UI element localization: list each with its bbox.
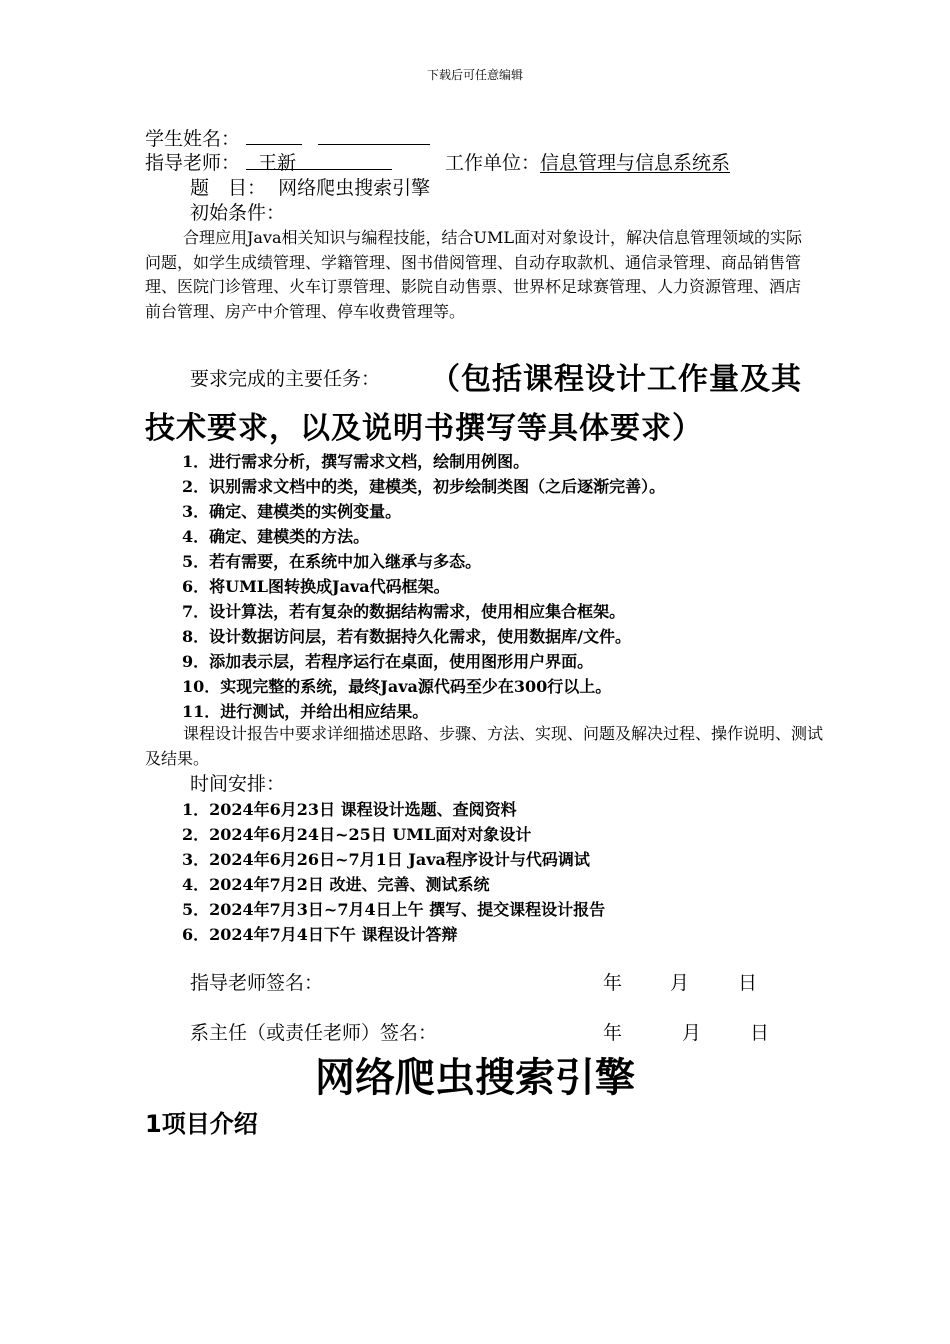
advisor-label: 指导老师： [145, 152, 241, 174]
topic-row [190, 175, 430, 201]
initial-conditions-label: 初始条件： [190, 202, 286, 224]
director-signature-day: 日 [750, 1022, 770, 1044]
list-item: 9．添加表示层，若程序运行在桌面，使用图形用户界面。 [182, 652, 594, 671]
list-item: 1．2024年6月23日 课程设计选题、查阅资料 [182, 800, 517, 819]
report-requirement: 课程设计报告中要求详细描述思路、步骤、方法、实现、问题及解决过程、操作说明、测试及结果。 [145, 724, 824, 768]
unit-row [445, 150, 730, 176]
list-item: 2．2024年6月24日~25日 UML面对对象设计 [182, 825, 532, 844]
list-item: 5．2024年7月3日~7月4日上午 撰写、提交课程设计报告 [182, 900, 606, 919]
section-heading: 1项目介绍 [145, 1110, 258, 1138]
list-item: 6．2024年7月4日下午 课程设计答辩 [182, 925, 458, 944]
student-name-blank-1 [246, 124, 302, 145]
schedule-list [182, 797, 605, 947]
advisor-signature-day: 日 [738, 972, 758, 994]
list-item: 4．确定、建模类的方法。 [182, 527, 370, 546]
topic-value: 网络爬虫搜索引擎 [278, 177, 431, 199]
topic-label: 题 目： [190, 177, 267, 199]
student-name-row [145, 124, 430, 152]
list-item: 3．确定、建模类的实例变量。 [182, 502, 402, 521]
list-item: 7．设计算法，若有复杂的数据结构需求，使用相应集合框架。 [182, 602, 626, 621]
list-item: 8．设计数据访问层，若有数据持久化需求，使用数据库/文件。 [182, 627, 631, 646]
list-item: 5．若有需要，在系统中加入继承与多态。 [182, 552, 482, 571]
student-name-blank-2 [318, 124, 430, 145]
advisor-signature-label: 指导老师签名： [190, 972, 324, 994]
director-signature-month: 月 [682, 1022, 702, 1044]
advisor-signature-month: 月 [670, 972, 690, 994]
director-signature-year: 年 [603, 1022, 623, 1044]
advisor-row [145, 150, 392, 176]
unit-value: 信息管理与信息系统系 [540, 152, 731, 174]
advisor-value: 王新 [246, 150, 392, 170]
list-item: 2．识别需求文档中的类，建模类，初步绘制类图（之后逐渐完善）。 [182, 477, 666, 496]
tasks-list [182, 449, 665, 724]
student-name-label: 学生姓名： [145, 128, 241, 150]
schedule-label: 时间安排： [190, 773, 286, 795]
header-note: 下载后可任意编辑 [426, 68, 523, 82]
director-signature-label: 系主任（或责任老师）签名： [190, 1022, 438, 1044]
tasks-note-line2: 技术要求，以及说明书撰写等具体要求） [145, 411, 703, 446]
list-item: 6．将UML图转换成Java代码框架。 [182, 577, 450, 596]
list-item: 3．2024年6月26日~7月1日 Java程序设计与代码调试 [182, 850, 590, 869]
tasks-note-line1: （包括课程设计工作量及其 [430, 362, 802, 397]
list-item: 11．进行测试，并给出相应结果。 [182, 702, 429, 721]
advisor-signature-year: 年 [603, 972, 623, 994]
initial-conditions-text: 合理应用Java相关知识与编程技能，结合UML面对对象设计，解决信息管理领域的实际问题，如学生成绩管理、学籍管理、图书借阅管理、自动存取款机、通信录管理、商品销售管理、医院门诊管理、火车订票管理、影院自动售票、世界杯足球赛管理、人力资源管理、酒店前台管理、房产中介管理、停车收费管理等。 [145, 228, 803, 321]
list-item: 4．2024年7月2日 改进、完善、测试系统 [182, 875, 490, 894]
tasks-label: 要求完成的主要任务： [190, 368, 381, 390]
unit-label: 工作单位： [445, 152, 541, 174]
list-item: 10．实现完整的系统，最终Java源代码至少在300行以上。 [182, 677, 612, 696]
list-item: 1．进行需求分析，撰写需求文档，绘制用例图。 [182, 452, 530, 471]
document-title: 网络爬虫搜索引擎 [315, 1055, 635, 1101]
